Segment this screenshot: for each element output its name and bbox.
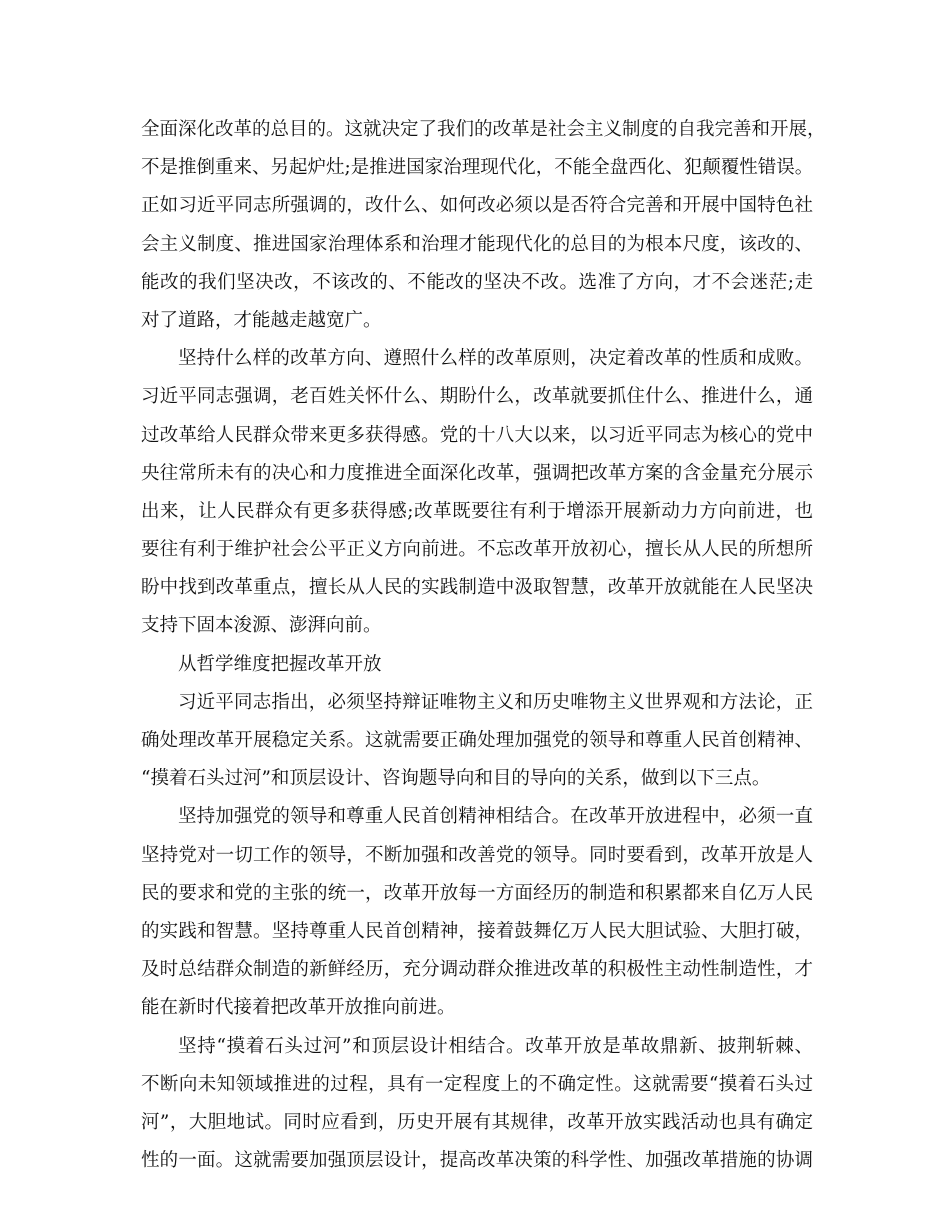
text-line: 坚持“摸着石头过河”和顶层设计相结合。改革开放是革故鼎新、披荆斩棘、: [178, 1035, 813, 1057]
text-line: 对了道路，才能越走越宽广。: [141, 309, 382, 331]
text-line: “摸着石头过河”和顶层设计、咨询题导向和目的导向的关系，做到以下三点。: [141, 768, 771, 790]
text-line: 全面深化改革的总目的。这就决定了我们的改革是社会主义制度的自我完善和开展，: [141, 119, 826, 140]
text-line: 要往有利于维护社会公平正义方向前进。不忘改革开放初心，擅长从人民的所想所: [141, 539, 813, 561]
text-line: 正如习近平同志所强调的，改什么、如何改必须以是否符合完善和开展中国特色社: [141, 195, 813, 217]
document-body: [141, 111, 826, 1180]
text-line: 能改的我们坚决改，不该改的、不能改的坚决不改。选准了方向，才不会迷茫;走: [141, 271, 813, 293]
text-line: 坚持党对一切工作的领导，不断加强和改善党的领导。同时要看到，改革开放是人: [141, 844, 813, 866]
text-line: 出来，让人民群众有更多获得感;改革既要往有利于增添开展新动力方向前进，也: [141, 500, 813, 522]
text-line: 从哲学维度把握改革开放: [178, 653, 382, 675]
text-line: 能在新时代接着把改革开放推向前进。: [141, 997, 456, 1019]
text-line: 坚持加强党的领导和尊重人民首创精神相结合。在改革开放进程中，必须一直: [178, 806, 813, 828]
text-line: 性的一面。这就需要加强顶层设计，提高改革决策的科学性、加强改革措施的协调: [141, 1150, 813, 1172]
text-line: 民的要求和党的主张的统一，改革开放每一方面经历的制造和积累都来自亿万人民: [141, 882, 813, 904]
text-line: 习近平同志指出，必须坚持辩证唯物主义和历史唯物主义世界观和方法论，正: [178, 691, 813, 713]
text-line: 习近平同志强调，老百姓关怀什么、期盼什么，改革就要抓住什么、推进什么，通: [141, 386, 813, 408]
text-line: 不断向未知领域推进的过程，具有一定程度上的不确定性。这就需要“摸着石头过: [141, 1073, 813, 1095]
text-line: 过改革给人民群众带来更多获得感。党的十八大以来，以习近平同志为核心的党中: [141, 424, 813, 446]
text-line: 盼中找到改革重点，擅长从人民的实践制造中汲取智慧，改革开放就能在人民坚决: [141, 577, 813, 599]
text-line: 会主义制度、推进国家治理体系和治理才能现代化的总目的为根本尺度，该改的、: [141, 233, 813, 255]
text-line: 及时总结群众制造的新鲜经历，充分调动群众推进改革的积极性主动性制造性，才: [141, 959, 813, 981]
text-line: 不是推倒重来、另起炉灶;是推进国家治理现代化，不能全盘西化、犯颠覆性错误。: [141, 157, 814, 179]
text-line: 支持下固本浚源、澎湃向前。: [141, 615, 382, 637]
text-line: 河”，大胆地试。同时应看到，历史开展有其规律，改革开放实践活动也具有确定: [141, 1111, 813, 1133]
text-line: 确处理改革开展稳定关系。这就需要正确处理加强党的领导和尊重人民首创精神、: [141, 730, 813, 751]
text-line: 央往常所未有的决心和力度推进全面深化改革，强调把改革方案的含金量充分展示: [141, 462, 813, 484]
text-line: 的实践和智慧。坚持尊重人民首创精神，接着鼓舞亿万人民大胆试验、大胆打破，: [141, 920, 813, 942]
text-line: 坚持什么样的改革方向、遵照什么样的改革原则，决定着改革的性质和成败。: [178, 348, 813, 370]
